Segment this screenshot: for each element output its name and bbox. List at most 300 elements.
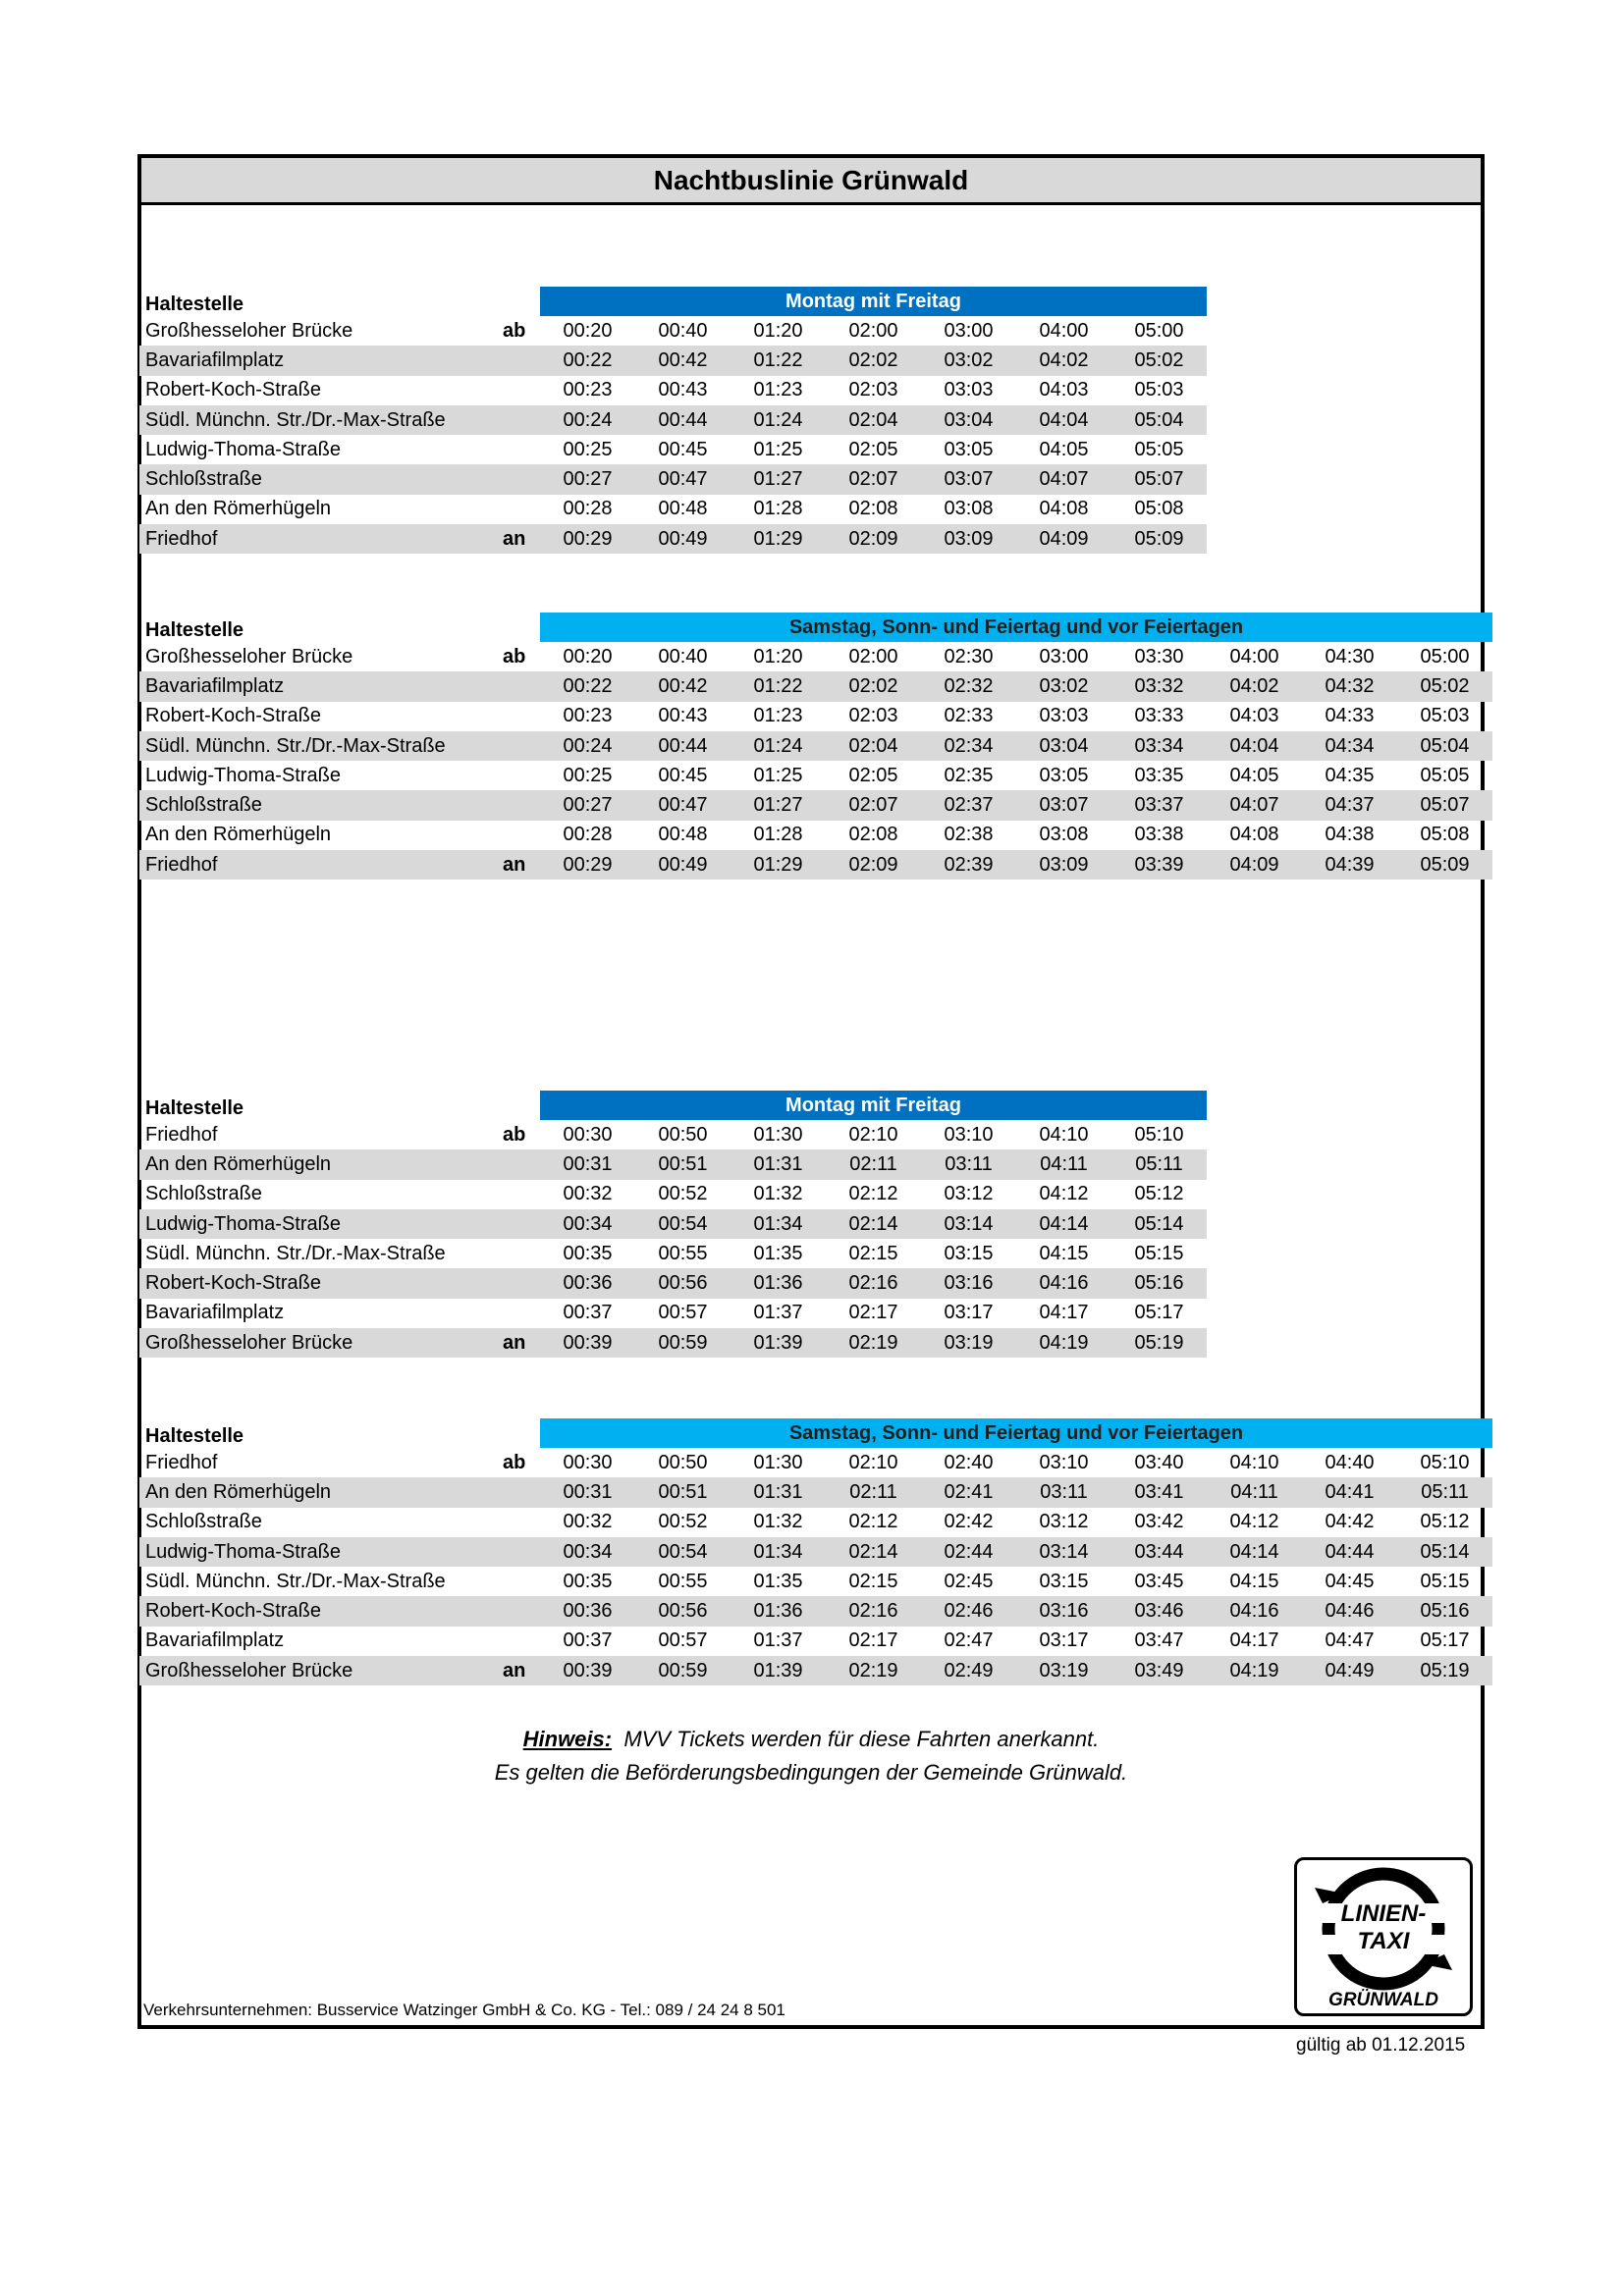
departure-time: 03:40: [1134, 1451, 1184, 1473]
departure-time: 01:22: [753, 348, 803, 371]
departure-time: 00:28: [563, 498, 613, 520]
departure-time: 02:08: [848, 498, 898, 520]
departure-time: 03:15: [1039, 1570, 1089, 1592]
day-type-band: Montag mit Freitag: [540, 1091, 1207, 1120]
departure-time: 03:03: [1039, 705, 1089, 727]
departure-time: 01:39: [753, 1659, 803, 1682]
departure-time: 04:46: [1325, 1600, 1375, 1623]
departure-time: 02:19: [848, 1331, 898, 1354]
departure-time: 03:14: [944, 1212, 994, 1235]
departure-time: 01:28: [753, 824, 803, 846]
departure-time: 04:00: [1229, 645, 1279, 667]
table-row: [139, 761, 1492, 790]
notice-line-2: Es gelten die Beförderungsbedingungen der Gemeinde Grünwald.: [494, 1760, 1128, 1785]
departure-time: 04:45: [1325, 1570, 1375, 1592]
departure-time: 04:15: [1229, 1570, 1279, 1592]
departure-time: 03:04: [944, 408, 994, 431]
departure-time: 00:37: [563, 1629, 613, 1652]
departure-time: 00:45: [658, 764, 708, 786]
departure-time: 01:34: [753, 1212, 803, 1235]
departure-time: 00:50: [658, 1123, 708, 1146]
departure-time: 00:31: [563, 1152, 613, 1175]
departure-time: 00:27: [563, 794, 613, 817]
departure-time: 05:04: [1420, 734, 1470, 757]
stop-name: Ludwig-Thoma-Straße: [145, 438, 341, 460]
stop-column-header: Haltestelle: [145, 1097, 244, 1119]
table-row: [139, 1209, 1207, 1239]
departure-time: 02:02: [848, 348, 898, 371]
table-row: [139, 731, 1492, 761]
departure-time: 03:00: [1039, 645, 1089, 667]
departure-time: 02:33: [944, 705, 994, 727]
departure-time: 04:11: [1040, 1152, 1088, 1175]
stop-column-header: Haltestelle: [145, 294, 244, 315]
departure-time: 05:15: [1420, 1570, 1470, 1592]
departure-time: 02:10: [848, 1123, 898, 1146]
departure-time: 01:36: [753, 1272, 803, 1295]
direction-marker: an: [503, 853, 526, 876]
logo-text-3: GRÜNWALD: [1328, 1990, 1438, 2010]
departure-time: 02:15: [848, 1570, 898, 1592]
departure-time: 05:10: [1134, 1123, 1184, 1146]
departure-time: 00:45: [658, 438, 708, 460]
departure-time: 00:22: [563, 674, 613, 697]
stop-name: Südl. Münchn. Str./Dr.-Max-Straße: [145, 408, 446, 431]
table-row: [139, 495, 1207, 524]
departure-time: 01:39: [753, 1331, 803, 1354]
departure-time: 00:43: [658, 379, 708, 401]
table-row: [139, 1120, 1207, 1149]
departure-time: 00:20: [563, 645, 613, 667]
departure-time: 02:07: [848, 794, 898, 817]
departure-time: 02:41: [944, 1480, 994, 1503]
departure-time: 03:08: [944, 498, 994, 520]
departure-time: 02:30: [944, 645, 994, 667]
departure-time: 00:44: [658, 408, 708, 431]
table-row: [139, 790, 1492, 820]
departure-time: 02:32: [944, 674, 994, 697]
departure-time: 02:14: [848, 1540, 898, 1563]
departure-time: 05:02: [1134, 348, 1184, 371]
stop-name: Ludwig-Thoma-Straße: [145, 1212, 341, 1235]
departure-time: 00:54: [658, 1540, 708, 1563]
departure-time: 01:27: [753, 794, 803, 817]
logo-text-1: LINIEN-: [1340, 1900, 1427, 1927]
departure-time: 00:42: [658, 674, 708, 697]
departure-time: 01:37: [753, 1302, 803, 1324]
departure-time: 05:12: [1420, 1511, 1470, 1533]
table-row: [139, 671, 1492, 701]
stop-name: Robert-Koch-Straße: [145, 1272, 321, 1295]
table-row: [139, 1567, 1492, 1596]
departure-time: 03:41: [1134, 1480, 1184, 1503]
departure-time: 00:51: [658, 1152, 708, 1175]
table-row: [139, 1477, 1492, 1507]
departure-time: 05:05: [1134, 438, 1184, 460]
stop-name: Südl. Münchn. Str./Dr.-Max-Straße: [145, 734, 446, 757]
departure-time: 00:35: [563, 1570, 613, 1592]
departure-time: 04:02: [1039, 348, 1089, 371]
departure-time: 01:29: [753, 527, 803, 550]
departure-time: 00:56: [658, 1272, 708, 1295]
departure-time: 05:15: [1134, 1242, 1184, 1264]
departure-time: 00:30: [563, 1451, 613, 1473]
departure-time: 03:11: [1040, 1480, 1088, 1503]
departure-time: 02:16: [848, 1272, 898, 1295]
departure-time: 04:40: [1325, 1451, 1375, 1473]
departure-time: 00:52: [658, 1183, 708, 1205]
departure-time: 04:30: [1325, 645, 1375, 667]
departure-time: 05:11: [1135, 1152, 1183, 1175]
departure-time: 01:35: [753, 1570, 803, 1592]
stop-name: Großhesseloher Brücke: [145, 645, 353, 667]
departure-time: 00:55: [658, 1242, 708, 1264]
departure-time: 01:23: [753, 705, 803, 727]
stop-name: Robert-Koch-Straße: [145, 1600, 321, 1623]
departure-time: 02:08: [848, 824, 898, 846]
departure-time: 00:27: [563, 468, 613, 491]
departure-time: 05:00: [1420, 645, 1470, 667]
table-row: [139, 1627, 1492, 1656]
departure-time: 03:49: [1134, 1659, 1184, 1682]
departure-time: 03:12: [1039, 1511, 1089, 1533]
direction-marker: an: [503, 1659, 526, 1682]
departure-time: 04:34: [1325, 734, 1375, 757]
timetable-3: [139, 1091, 1207, 1358]
departure-time: 04:11: [1230, 1480, 1278, 1503]
departure-time: 02:16: [848, 1600, 898, 1623]
departure-time: 00:42: [658, 348, 708, 371]
table-row: [139, 702, 1492, 731]
departure-time: 02:00: [848, 645, 898, 667]
departure-time: 05:17: [1420, 1629, 1470, 1652]
departure-time: 04:12: [1039, 1183, 1089, 1205]
departure-time: 02:19: [848, 1659, 898, 1682]
departure-time: 03:14: [1039, 1540, 1089, 1563]
departure-time: 01:32: [753, 1511, 803, 1533]
departure-time: 03:09: [944, 527, 994, 550]
departure-time: 02:12: [848, 1183, 898, 1205]
departure-time: 02:05: [848, 438, 898, 460]
departure-time: 00:50: [658, 1451, 708, 1473]
departure-time: 02:46: [944, 1600, 994, 1623]
logo-text-2: TAXI: [1357, 1928, 1410, 1954]
departure-time: 00:44: [658, 734, 708, 757]
departure-time: 02:04: [848, 734, 898, 757]
departure-time: 00:36: [563, 1272, 613, 1295]
departure-time: 03:03: [944, 379, 994, 401]
departure-time: 02:12: [848, 1511, 898, 1533]
departure-time: 00:52: [658, 1511, 708, 1533]
departure-time: 04:05: [1039, 438, 1089, 460]
departure-time: 02:17: [848, 1302, 898, 1324]
departure-time: 00:24: [563, 734, 613, 757]
departure-time: 01:37: [753, 1629, 803, 1652]
departure-time: 01:34: [753, 1540, 803, 1563]
departure-time: 03:39: [1134, 853, 1184, 876]
departure-time: 04:14: [1229, 1540, 1279, 1563]
table-row: [139, 346, 1207, 375]
departure-time: 03:08: [1039, 824, 1089, 846]
stop-name: Schloßstraße: [145, 794, 262, 817]
day-type-band: Samstag, Sonn- und Feiertag und vor Feiertagen: [540, 1418, 1492, 1448]
departure-time: 02:09: [848, 527, 898, 550]
departure-time: 04:14: [1039, 1212, 1089, 1235]
stop-name: An den Römerhügeln: [145, 1480, 332, 1503]
departure-time: 01:22: [753, 674, 803, 697]
direction-marker: ab: [503, 1123, 526, 1146]
departure-time: 01:31: [753, 1152, 803, 1175]
departure-time: 04:04: [1229, 734, 1279, 757]
departure-time: 03:02: [944, 348, 994, 371]
table-row: [139, 405, 1207, 435]
stop-name: Bavariafilmplatz: [145, 1302, 285, 1324]
departure-time: 00:57: [658, 1302, 708, 1324]
departure-time: 00:40: [658, 645, 708, 667]
departure-time: 02:35: [944, 764, 994, 786]
departure-time: 00:48: [658, 824, 708, 846]
departure-time: 02:44: [944, 1540, 994, 1563]
departure-time: 00:25: [563, 438, 613, 460]
departure-time: 00:48: [658, 498, 708, 520]
stop-name: Schloßstraße: [145, 1511, 262, 1533]
linien-taxi-logo: [1294, 1857, 1473, 2016]
departure-time: 00:40: [658, 319, 708, 342]
stop-name: Großhesseloher Brücke: [145, 319, 353, 342]
departure-time: 02:04: [848, 408, 898, 431]
timetable-header: [139, 1091, 1207, 1120]
departure-time: 00:23: [563, 379, 613, 401]
table-row: [139, 642, 1492, 671]
stop-name: An den Römerhügeln: [145, 824, 332, 846]
departure-time: 04:07: [1039, 468, 1089, 491]
departure-time: 00:37: [563, 1302, 613, 1324]
stop-name: Friedhof: [145, 1123, 218, 1146]
departure-time: 00:34: [563, 1212, 613, 1235]
departure-time: 04:07: [1229, 794, 1279, 817]
departure-time: 03:00: [944, 319, 994, 342]
departure-time: 02:09: [848, 853, 898, 876]
departure-time: 04:03: [1229, 705, 1279, 727]
departure-time: 03:04: [1039, 734, 1089, 757]
departure-time: 00:39: [563, 1331, 613, 1354]
table-row: [139, 1149, 1207, 1179]
departure-time: 00:56: [658, 1600, 708, 1623]
departure-time: 02:42: [944, 1511, 994, 1533]
table-row: [139, 1180, 1207, 1209]
departure-time: 00:59: [658, 1659, 708, 1682]
departure-time: 04:35: [1325, 764, 1375, 786]
departure-time: 03:05: [944, 438, 994, 460]
departure-time: 04:09: [1039, 527, 1089, 550]
table-row: [139, 524, 1207, 554]
day-type-band: Samstag, Sonn- und Feiertag und vor Feiertagen: [540, 613, 1492, 642]
departure-time: 04:49: [1325, 1659, 1375, 1682]
departure-time: 03:11: [945, 1152, 993, 1175]
departure-time: 05:12: [1134, 1183, 1184, 1205]
departure-time: 00:23: [563, 705, 613, 727]
departure-time: 01:29: [753, 853, 803, 876]
departure-time: 00:29: [563, 853, 613, 876]
departure-time: 05:00: [1134, 319, 1184, 342]
stop-name: Schloßstraße: [145, 1183, 262, 1205]
departure-time: 02:40: [944, 1451, 994, 1473]
departure-time: 00:51: [658, 1480, 708, 1503]
departure-time: 03:47: [1134, 1629, 1184, 1652]
departure-time: 04:41: [1325, 1480, 1375, 1503]
departure-time: 03:17: [944, 1302, 994, 1324]
departure-time: 03:34: [1134, 734, 1184, 757]
departure-time: 03:44: [1134, 1540, 1184, 1563]
departure-time: 02:05: [848, 764, 898, 786]
departure-time: 00:49: [658, 527, 708, 550]
departure-time: 00:49: [658, 853, 708, 876]
departure-time: 01:30: [753, 1123, 803, 1146]
departure-time: 02:14: [848, 1212, 898, 1235]
departure-time: 01:35: [753, 1242, 803, 1264]
table-row: [139, 1239, 1207, 1268]
departure-time: 05:07: [1420, 794, 1470, 817]
departure-time: 01:32: [753, 1183, 803, 1205]
departure-time: 03:32: [1134, 674, 1184, 697]
departure-time: 05:14: [1134, 1212, 1184, 1235]
departure-time: 00:20: [563, 319, 613, 342]
departure-time: 00:28: [563, 824, 613, 846]
departure-time: 04:17: [1039, 1302, 1089, 1324]
departure-time: 03:10: [944, 1123, 994, 1146]
departure-time: 03:30: [1134, 645, 1184, 667]
departure-time: 02:39: [944, 853, 994, 876]
departure-time: 02:47: [944, 1629, 994, 1652]
departure-time: 00:39: [563, 1659, 613, 1682]
table-row: [139, 464, 1207, 494]
departure-time: 00:30: [563, 1123, 613, 1146]
table-row: [139, 1448, 1492, 1477]
departure-time: 00:55: [658, 1570, 708, 1592]
page-title: Nachtbuslinie Grünwald: [141, 158, 1481, 205]
departure-time: 04:39: [1325, 853, 1375, 876]
departure-time: 03:16: [944, 1272, 994, 1295]
departure-time: 04:47: [1325, 1629, 1375, 1652]
departure-time: 04:42: [1325, 1511, 1375, 1533]
departure-time: 05:05: [1420, 764, 1470, 786]
departure-time: 04:09: [1229, 853, 1279, 876]
departure-time: 03:42: [1134, 1511, 1184, 1533]
departure-time: 00:57: [658, 1629, 708, 1652]
departure-time: 03:12: [944, 1183, 994, 1205]
departure-time: 01:20: [753, 645, 803, 667]
stop-name: Bavariafilmplatz: [145, 348, 285, 371]
departure-time: 04:16: [1039, 1272, 1089, 1295]
stop-name: Ludwig-Thoma-Straße: [145, 1540, 341, 1563]
departure-time: 00:32: [563, 1511, 613, 1533]
departure-time: 02:45: [944, 1570, 994, 1592]
departure-time: 03:37: [1134, 794, 1184, 817]
departure-time: 02:37: [944, 794, 994, 817]
departure-time: 03:15: [944, 1242, 994, 1264]
departure-time: 02:17: [848, 1629, 898, 1652]
stop-column-header: Haltestelle: [145, 619, 244, 641]
timetable-header: [139, 1418, 1492, 1448]
departure-time: 02:02: [848, 674, 898, 697]
timetable-2: [139, 613, 1492, 880]
departure-time: 04:37: [1325, 794, 1375, 817]
table-row: [139, 1268, 1207, 1298]
departure-time: 00:59: [658, 1331, 708, 1354]
departure-time: 02:03: [848, 379, 898, 401]
departure-time: 02:03: [848, 705, 898, 727]
departure-time: 05:14: [1420, 1540, 1470, 1563]
departure-time: 00:31: [563, 1480, 613, 1503]
departure-time: 03:45: [1134, 1570, 1184, 1592]
departure-time: 04:00: [1039, 319, 1089, 342]
stop-name: Friedhof: [145, 527, 218, 550]
table-row: [139, 1656, 1492, 1685]
departure-time: 02:07: [848, 468, 898, 491]
departure-time: 03:09: [1039, 853, 1089, 876]
departure-time: 05:11: [1421, 1480, 1469, 1503]
departure-time: 03:16: [1039, 1600, 1089, 1623]
departure-time: 03:07: [1039, 794, 1089, 817]
departure-time: 03:46: [1134, 1600, 1184, 1623]
stop-name: Großhesseloher Brücke: [145, 1331, 353, 1354]
direction-marker: an: [503, 1331, 526, 1354]
stop-name: Robert-Koch-Straße: [145, 705, 321, 727]
direction-marker: an: [503, 527, 526, 550]
departure-time: 00:54: [658, 1212, 708, 1235]
departure-time: 03:38: [1134, 824, 1184, 846]
stop-column-header: Haltestelle: [145, 1425, 244, 1447]
circular-arrows-icon: [1297, 1860, 1470, 2013]
table-row: [139, 316, 1207, 346]
departure-time: 01:30: [753, 1451, 803, 1473]
departure-time: 04:44: [1325, 1540, 1375, 1563]
timetable-header: [139, 287, 1207, 316]
departure-time: 02:34: [944, 734, 994, 757]
departure-time: 03:35: [1134, 764, 1184, 786]
departure-time: 05:08: [1420, 824, 1470, 846]
table-row: [139, 376, 1207, 405]
stop-name: Friedhof: [145, 1451, 218, 1473]
departure-time: 04:33: [1325, 705, 1375, 727]
departure-time: 02:15: [848, 1242, 898, 1264]
table-row: [139, 850, 1492, 880]
departure-time: 01:25: [753, 764, 803, 786]
direction-marker: ab: [503, 645, 526, 667]
departure-time: 04:02: [1229, 674, 1279, 697]
departure-time: 04:38: [1325, 824, 1375, 846]
departure-time: 04:19: [1039, 1331, 1089, 1354]
departure-time: 03:07: [944, 468, 994, 491]
stop-name: Bavariafilmplatz: [145, 674, 285, 697]
departure-time: 01:28: [753, 498, 803, 520]
departure-time: 05:08: [1134, 498, 1184, 520]
departure-time: 05:19: [1420, 1659, 1470, 1682]
departure-time: 01:24: [753, 408, 803, 431]
stop-name: Südl. Münchn. Str./Dr.-Max-Straße: [145, 1570, 446, 1592]
departure-time: 04:10: [1229, 1451, 1279, 1473]
departure-time: 04:15: [1039, 1242, 1089, 1264]
departure-time: 02:11: [849, 1480, 897, 1503]
departure-time: 01:31: [753, 1480, 803, 1503]
table-row: [139, 821, 1492, 850]
table-row: [139, 1537, 1492, 1567]
departure-time: 05:17: [1134, 1302, 1184, 1324]
departure-time: 05:10: [1420, 1451, 1470, 1473]
direction-marker: ab: [503, 319, 526, 342]
stop-name: Ludwig-Thoma-Straße: [145, 764, 341, 786]
stop-name: Südl. Münchn. Str./Dr.-Max-Straße: [145, 1242, 446, 1264]
